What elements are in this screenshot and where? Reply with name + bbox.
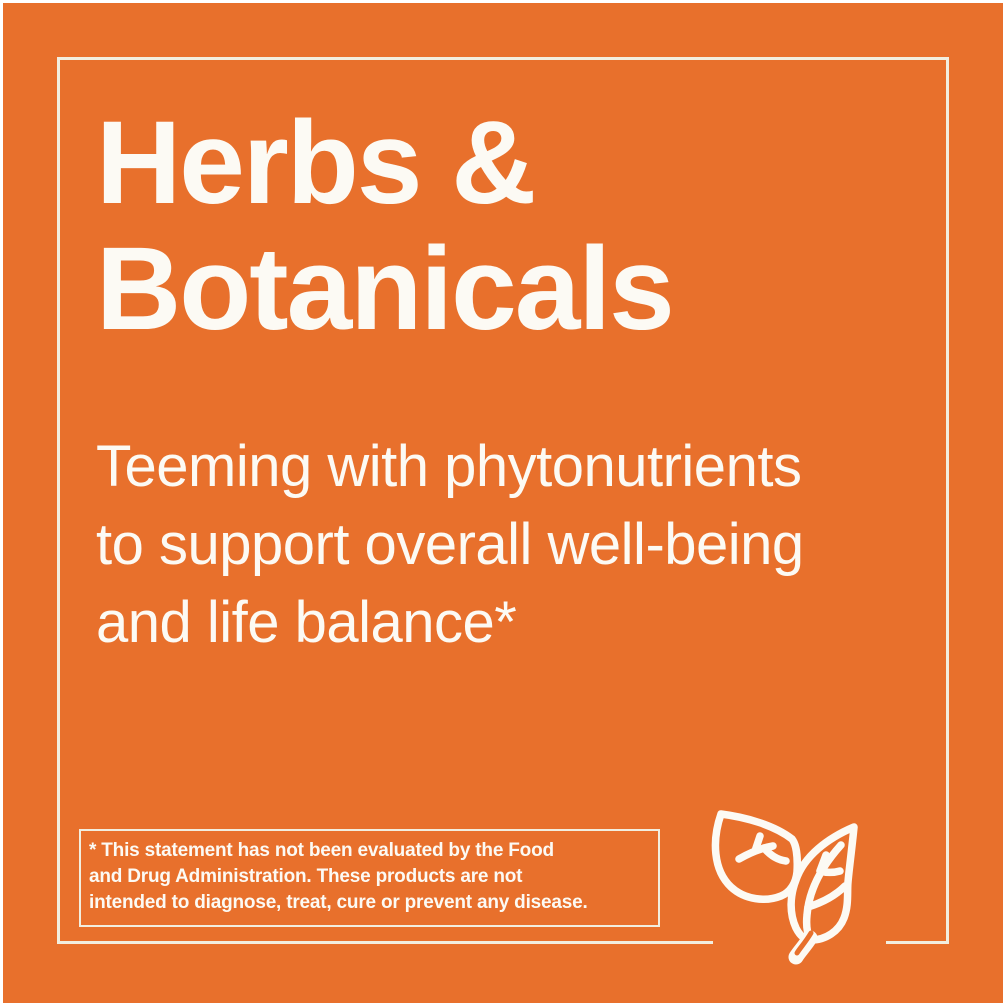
leaves-icon [700,798,890,967]
disclaimer-line-2: and Drug Administration. These products are not [89,866,523,887]
inner-frame-top [57,57,949,60]
page-title [96,97,673,355]
tagline [96,428,804,662]
disclaimer-line-3: intended to diagnose, treat, cure or prevent any disease. [89,892,588,913]
title-line-1: Herbs & [96,97,535,229]
inner-frame-bottom-left-segment [57,941,713,944]
tagline-line-2: to support overall well-being [96,512,804,577]
title-line-2: Botanicals [96,223,673,355]
inner-frame-right [946,57,949,944]
tagline-line-3: and life balance* [96,590,517,655]
tagline-line-1: Teeming with phytonutrients [96,434,802,499]
disclaimer-line-1: * This statement has not been evaluated by the Food [89,840,554,861]
inner-frame-left [57,57,60,944]
fda-disclaimer-box [79,829,660,927]
inner-frame-bottom-right-segment [886,941,949,944]
